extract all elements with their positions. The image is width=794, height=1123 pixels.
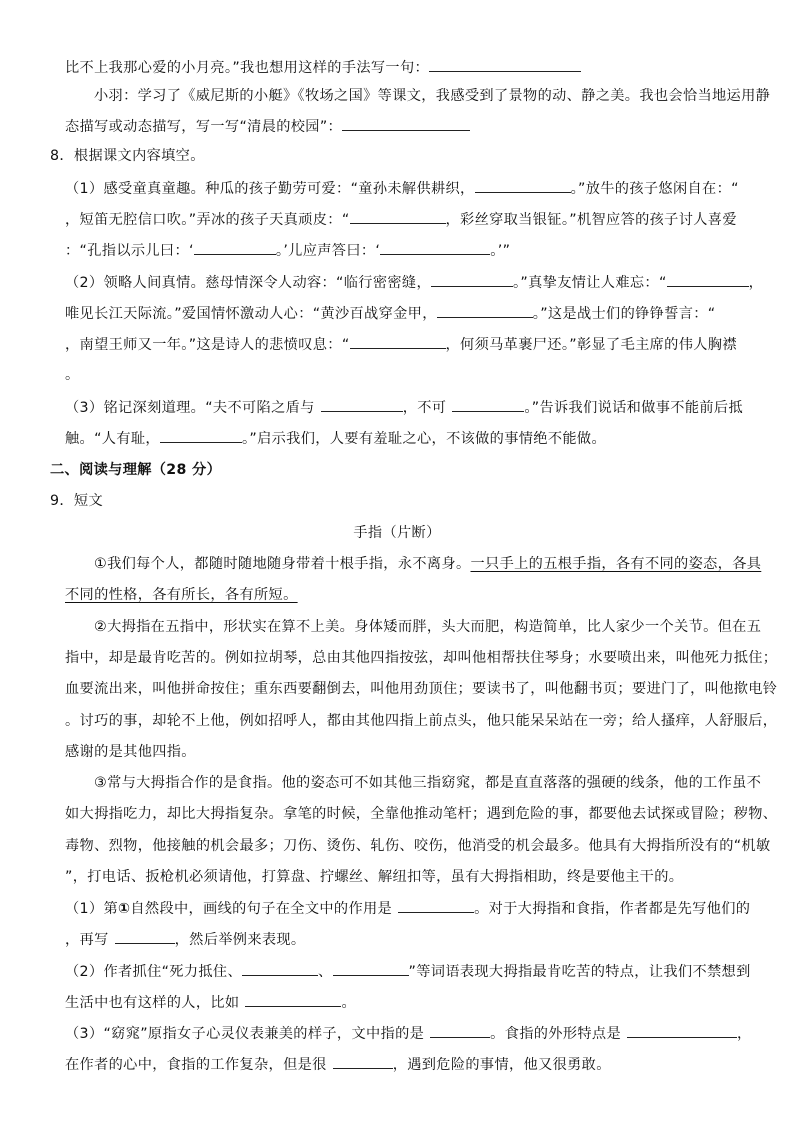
text-segment: 如大拇指吃力，却比大拇指复杂。拿笔的时候，全靠他推动笔杆；遇到危险的事，都要他去试探或冒险；秽物、 [65, 806, 778, 822]
answer-blank[interactable] [667, 272, 749, 287]
text-segment: 。’儿应声答曰：‘ [275, 243, 381, 259]
text-segment: 。对于大拇指和食指，作者都是先写他们的 [474, 901, 751, 917]
text-segment: 毒物、烈物，他接触的机会最多；刀伤、烫伤、轧伤、咬伤，他消受的机会最多。他具有大拇指所没有的“机敏 [65, 838, 771, 854]
answer-blank[interactable] [430, 1023, 490, 1038]
text-segment: 。 [341, 995, 356, 1011]
passage-line [65, 585, 794, 605]
text-segment: 。 [65, 367, 80, 383]
text-segment: 生活中也有这样的人，比如 [65, 995, 240, 1011]
section-heading [50, 460, 794, 480]
underlined-sentence: 不同的性格，各有所长，各有所短。 [65, 587, 298, 603]
answer-blank[interactable] [194, 240, 276, 255]
text-segment: （2）领略人间真情。慈母情深令人动容：“临行密密缝， [65, 275, 431, 291]
text-line [65, 303, 794, 324]
answer-blank[interactable] [627, 1023, 737, 1038]
answer-blank[interactable] [429, 57, 581, 72]
text-line [65, 397, 794, 418]
paragraph-number: ① [118, 901, 131, 917]
passage-line [65, 836, 794, 856]
text-line [65, 428, 794, 449]
text-segment: （3）铭记深刻道理。“夫不可陷之盾与 [65, 400, 315, 416]
passage-line [94, 554, 794, 574]
answer-blank[interactable] [242, 961, 318, 976]
text-segment: 感谢的是其他四指。 [65, 744, 196, 760]
passage-line [94, 617, 794, 637]
text-line [65, 365, 794, 385]
text-segment: ①我们每个人，都随时随地随身带着十根手指，永不离身。 [94, 556, 471, 572]
text-segment: 唯见长江天际流。”爱国情怀激动人心：“黄沙百战穿金甲， [65, 306, 437, 322]
text-line [65, 116, 794, 137]
text-segment: ， [748, 275, 764, 291]
text-segment: ，何须马革裹尸还。”彰显了毛主席的伟人胸襟 [445, 337, 737, 353]
question-line [65, 1054, 794, 1075]
text-segment: ，彩丝穿取当银钲。”机智应答的孩子讨人喜爱 [445, 212, 737, 228]
text-line [65, 334, 794, 355]
passage-line [65, 648, 794, 668]
text-segment: 。”告诉我们说话和做事不能前后抵 [524, 400, 743, 416]
text-segment: ，不可 [402, 400, 447, 416]
text-segment: ：“孔指以示儿曰：‘ [65, 243, 194, 259]
answer-blank[interactable] [398, 898, 474, 913]
question-line [65, 898, 794, 919]
answer-blank[interactable] [333, 1054, 393, 1069]
answer-blank[interactable] [115, 929, 175, 944]
passage-line [94, 773, 794, 793]
text-segment: （2）作者抓住“死力抵住、 [65, 964, 242, 980]
text-segment: （1）感受童真童趣。种瓜的孩子勤劳可爱：“童孙未解供耕织， [65, 181, 475, 197]
text-segment: 。”启示我们，人要有羞耻之心，不该做的事情绝不能做。 [241, 431, 606, 447]
question-8-heading [50, 146, 794, 166]
answer-blank[interactable] [431, 272, 513, 287]
answer-blank[interactable] [437, 303, 533, 318]
text-segment: ， [737, 1026, 752, 1042]
question-9-heading [50, 491, 794, 511]
text-segment: 。”这是战士们的铮铮誓言：“ [532, 306, 716, 322]
text-segment: ③常与大拇指合作的是食指。他的姿态可不如其他三指窈窕，都是直直落落的强硬的线条，他的工作虽不 [94, 775, 762, 791]
answer-blank[interactable] [342, 116, 470, 131]
text-segment: ②大拇指在五指中，形状实在算不上美。身体矮而胖，头大而肥，构造简单，比人家少一个关节。但在五 [94, 619, 762, 635]
text-line [65, 178, 794, 199]
text-segment: ，短笛无腔信口吹。”弄冰的孩子天真顽皮：“ [65, 212, 350, 228]
text-segment: ，然后举例来表现。 [174, 932, 306, 948]
answer-blank[interactable] [160, 428, 242, 443]
text-segment: 血要流出来，叫他拼命按住；重东西要翻倒去，叫他用劲顶住；要读书了，叫他翻书页；要进门了，叫他揿电铃 [65, 681, 778, 697]
text-line [65, 209, 794, 230]
text-segment: ”等词语表现大拇指最肯吃苦的特点，让我们不禁想到 [408, 964, 751, 980]
passage-line [65, 804, 794, 824]
passage-line [65, 679, 794, 699]
passage-title [0, 523, 794, 543]
answer-blank[interactable] [452, 397, 524, 412]
answer-blank[interactable] [475, 178, 571, 193]
text-segment: 。’” [490, 243, 511, 259]
text-segment: 在作者的心中，食指的工作复杂，但是很 [65, 1057, 327, 1073]
text-segment: ，南望王师又一年。”这是诗人的悲愤叹息：“ [65, 337, 350, 353]
question-line [65, 1023, 794, 1044]
text-line [65, 272, 794, 293]
text-segment: 触。“人有耻， [65, 431, 160, 447]
text-segment: 指中，却是最肯吃苦的。例如拉胡琴，总由其他四指按弦，却叫他相帮扶住琴身；水要喷出来，叫他死力抵住； [65, 650, 778, 666]
answer-blank[interactable] [350, 209, 446, 224]
question-line [65, 992, 794, 1013]
text-segment: （1）第 [65, 901, 118, 917]
text-line [94, 86, 794, 106]
text-segment: 、 [318, 964, 333, 980]
passage-line [65, 742, 794, 762]
question-line [65, 929, 794, 950]
text-line [65, 57, 794, 78]
answer-blank[interactable] [350, 334, 446, 349]
text-segment: 态描写或动态描写，写一写“清晨的校园”： [65, 119, 343, 135]
text-segment: 自然段中，画线的句子在全文中的作用是 [130, 901, 393, 917]
text-segment: （3）“窈窕”原指女子心灵仪表兼美的样子，文中指的是 [65, 1026, 425, 1042]
text-segment: 比不上我那心爱的小月亮。”我也想用这样的手法写一句： [65, 60, 430, 76]
text-segment: ，再写 [65, 932, 109, 948]
text-segment: 二、阅读与理解（28 分） [50, 462, 222, 478]
text-segment: 手指（片断） [353, 525, 441, 541]
text-segment: 8．根据课文内容填空。 [50, 148, 205, 164]
text-segment: ，遇到危险的事情，他又很勇敢。 [392, 1057, 611, 1073]
answer-blank[interactable] [245, 992, 341, 1007]
text-segment: ”，打电话、扳枪机必须请他，打算盘、拧螺丝、解纽扣等，虽有大拇指相助，终是要他主干的。 [65, 869, 684, 885]
passage-line [65, 711, 794, 731]
text-segment: 。”放牛的孩子悠闲自在：“ [570, 181, 739, 197]
question-line [65, 961, 794, 982]
text-segment: 9．短文 [50, 493, 103, 509]
answer-blank[interactable] [380, 240, 490, 255]
text-segment: 。”真挚友情让人难忘：“ [512, 275, 667, 291]
answer-blank[interactable] [333, 961, 409, 976]
answer-blank[interactable] [321, 397, 403, 412]
underlined-sentence: 一只手上的五根手指，各有不同的姿态，各具 [470, 556, 762, 572]
text-segment: 小羽：学习了《威尼斯的小艇》《牧场之国》等课文，我感受到了景物的动、静之美。我也会恰当地运用静 [94, 88, 771, 104]
text-segment: 。食指的外形特点是 [490, 1026, 621, 1042]
passage-line [65, 867, 794, 887]
text-segment: 。讨巧的事，却轮不上他，例如招呼人，都由其他四指上前点头，他只能呆呆站在一旁；给人搔痒，人舒服后， [65, 713, 778, 729]
text-line [65, 240, 794, 261]
